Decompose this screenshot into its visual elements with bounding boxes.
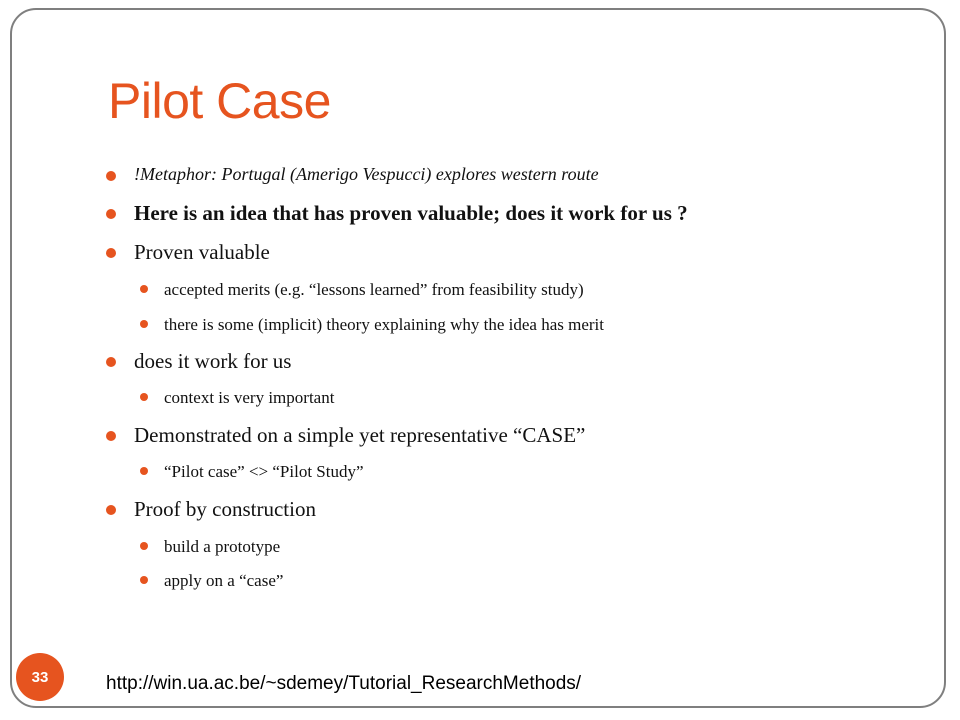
sub-bullet-item (164, 316, 604, 333)
slide-title: Pilot Case (108, 73, 331, 129)
bullet-text: Demonstrated on a simple yet representative “CASE” (134, 423, 586, 447)
bullet-text: accepted merits (e.g. “lessons learned” from feasibility study) (164, 280, 584, 299)
sub-bullet-dot-icon (140, 393, 148, 401)
sub-bullet-dot-icon (140, 320, 148, 328)
sub-bullet-dot-icon (140, 285, 148, 293)
bullet-dot-icon (106, 171, 116, 181)
sub-bullet-item (164, 463, 364, 480)
bullet-item (134, 499, 316, 520)
footer-url: http://win.ua.ac.be/~sdemey/Tutorial_ResearchMethods/ (106, 673, 582, 694)
sub-bullet-item (164, 572, 283, 589)
bullet-text: build a prototype (164, 537, 281, 556)
sub-bullet-item (164, 281, 584, 298)
bullet-dot-icon (106, 431, 116, 441)
bullet-item (134, 242, 270, 263)
sub-bullet-item (164, 538, 280, 555)
bullet-item (134, 203, 688, 224)
bullet-text: Proven valuable (134, 240, 270, 264)
sub-bullet-dot-icon (140, 542, 148, 550)
bullet-text: !Metaphor: Portugal (Amerigo Vespucci) explores western route (134, 164, 599, 184)
bullet-item (134, 351, 291, 372)
bullet-dot-icon (106, 248, 116, 258)
bullet-text: there is some (implicit) theory explaining why the idea has merit (164, 315, 604, 334)
slide-number-badge: 33 (16, 653, 64, 701)
sub-bullet-dot-icon (140, 576, 148, 584)
bullet-text: Proof by construction (134, 497, 316, 521)
bullet-text: “Pilot case” <> “Pilot Study” (164, 462, 364, 481)
bullet-dot-icon (106, 357, 116, 367)
bullet-text: Here is an idea that has proven valuable; does it work for us ? (134, 201, 688, 225)
bullet-text: context is very important (164, 388, 335, 407)
bullet-item (134, 165, 599, 183)
sub-bullet-item (164, 389, 334, 406)
bullet-text: apply on a “case” (164, 571, 284, 590)
bullet-dot-icon (106, 505, 116, 515)
sub-bullet-dot-icon (140, 467, 148, 475)
bullet-item (134, 425, 585, 446)
bullet-dot-icon (106, 209, 116, 219)
bullet-text: does it work for us (134, 349, 292, 373)
